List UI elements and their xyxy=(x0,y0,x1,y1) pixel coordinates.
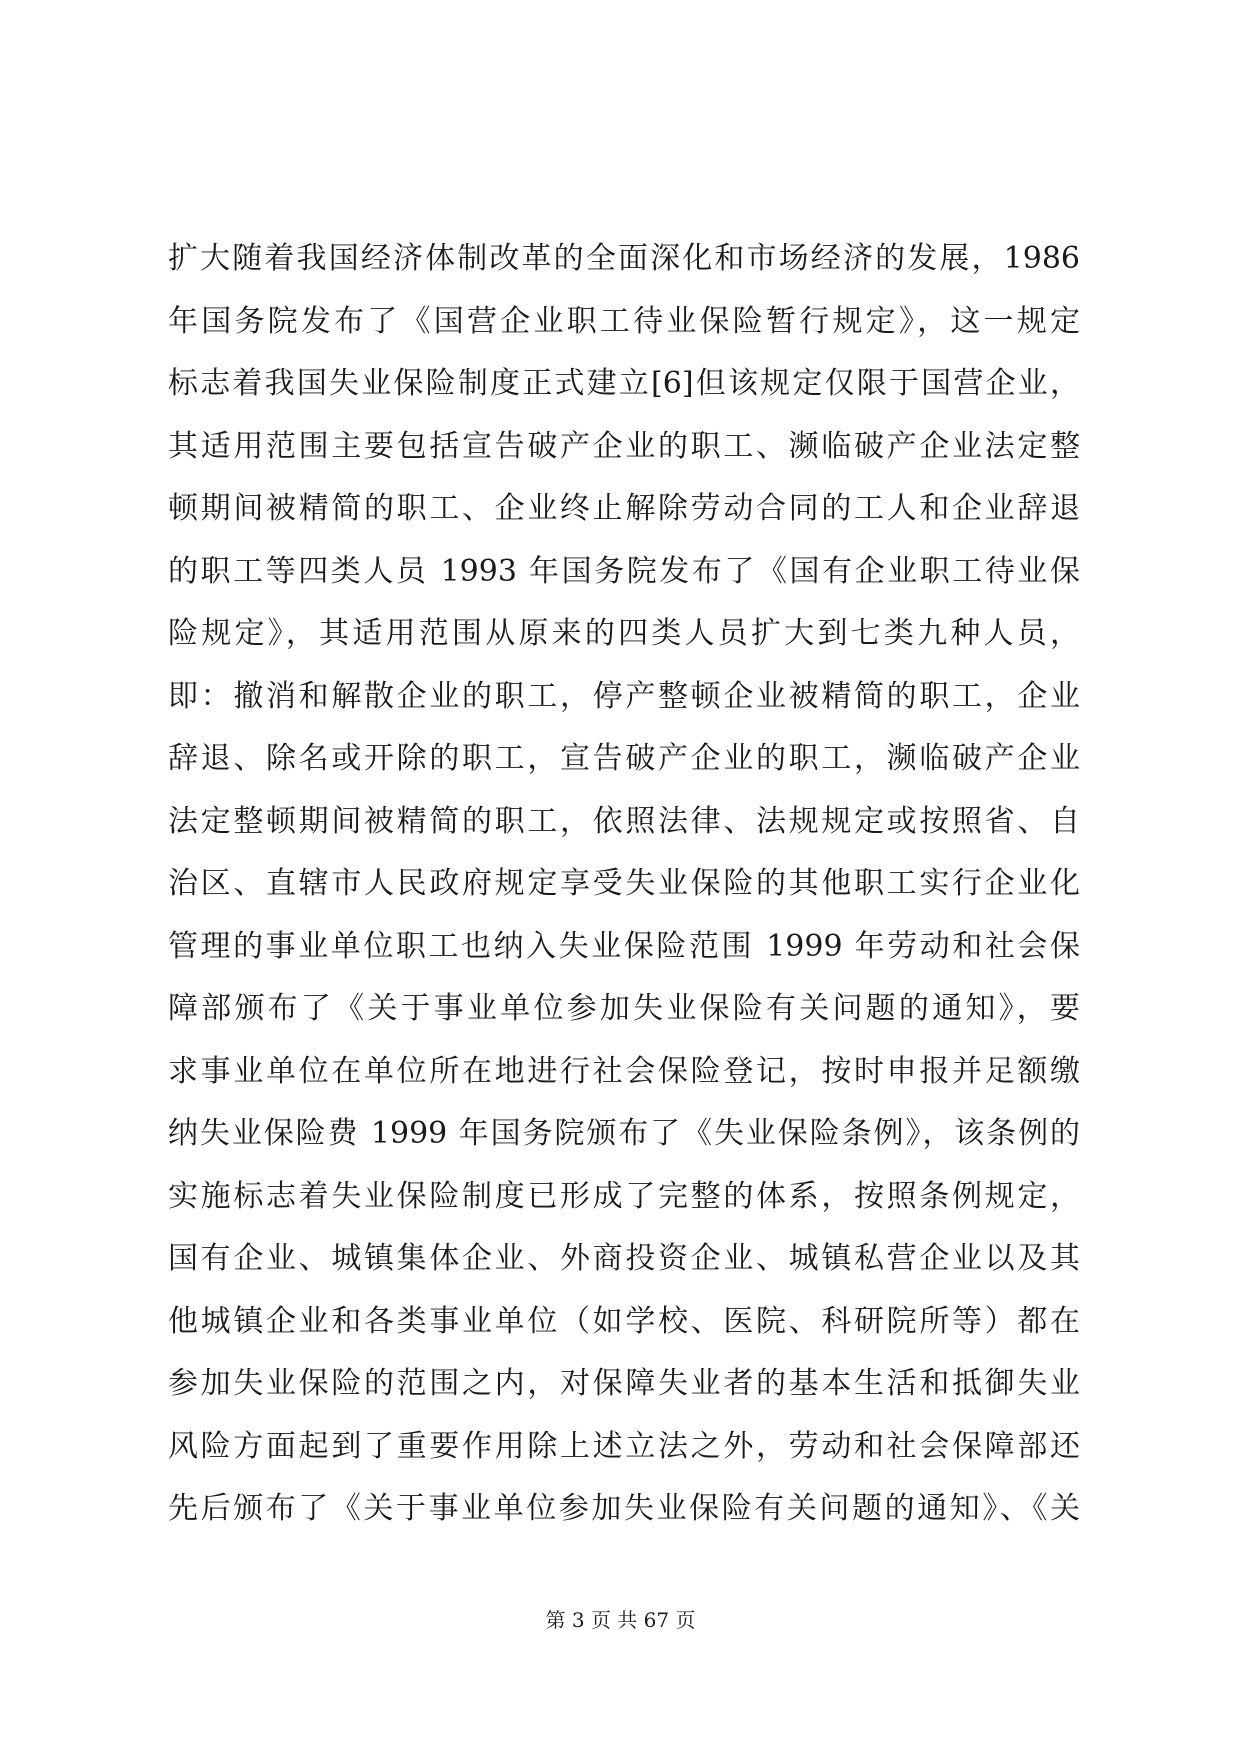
body-text xyxy=(168,228,1080,1541)
text-line: 障部颁布了《关于事业单位参加失业保险有关问题的通知》，要 xyxy=(168,991,1080,1026)
text-line: 标志着我国失业保险制度正式建立[6]但该规定仅限于国营企业， xyxy=(168,366,1080,401)
text-line: 参加失业保险的范围之内，对保障失业者的基本生活和抵御失业 xyxy=(168,1366,1080,1401)
text-line: 他城镇企业和各类事业单位（如学校、医院、科研院所等）都在 xyxy=(168,1303,1080,1339)
text-line: 实施标志着失业保险制度已形成了完整的体系，按照条例规定， xyxy=(168,1178,1080,1214)
text-line: 险规定》，其适用范围从原来的四类人员扩大到七类九种人员， xyxy=(168,616,1080,651)
text-line: 辞退、除名或开除的职工，宣告破产企业的职工，濒临破产企业 xyxy=(168,741,1080,776)
text-line: 扩大随着我国经济体制改革的全面深化和市场经济的发展，1986 xyxy=(168,241,1080,276)
text-line: 风险方面起到了重要作用除上述立法之外，劳动和社会保障部还 xyxy=(168,1428,1080,1464)
text-line: 即：撤消和解散企业的职工，停产整顿企业被精简的职工，企业 xyxy=(168,678,1080,714)
text-line: 其适用范围主要包括宣告破产企业的职工、濒临破产企业法定整 xyxy=(168,428,1080,464)
text-line: 国有企业、城镇集体企业、外商投资企业、城镇私营企业以及其 xyxy=(168,1241,1080,1276)
text-line: 顿期间被精简的职工、企业终止解除劳动合同的工人和企业辞退 xyxy=(168,491,1080,526)
text-line: 管理的事业单位职工也纳入失业保险范围 1999 年劳动和社会保 xyxy=(168,928,1080,964)
text-line: 纳失业保险费 1999 年国务院颁布了《失业保险条例》，该条例的 xyxy=(168,1116,1080,1151)
text-line: 求事业单位在单位所在地进行社会保险登记，按时申报并足额缴 xyxy=(168,1053,1080,1089)
text-line: 先后颁布了《关于事业单位参加失业保险有关问题的通知》、《关 xyxy=(168,1491,1080,1526)
text-line: 的职工等四类人员 1993 年国务院发布了《国有企业职工待业保 xyxy=(168,553,1080,589)
text-line: 法定整顿期间被精简的职工，依照法律、法规规定或按照省、自 xyxy=(168,803,1080,839)
text-line: 年国务院发布了《国营企业职工待业保险暂行规定》，这一规定 xyxy=(168,303,1080,339)
page-number-footer: 第 3 页 共 67 页 xyxy=(545,1608,696,1632)
text-line: 治区、直辖市人民政府规定享受失业保险的其他职工实行企业化 xyxy=(168,866,1080,901)
